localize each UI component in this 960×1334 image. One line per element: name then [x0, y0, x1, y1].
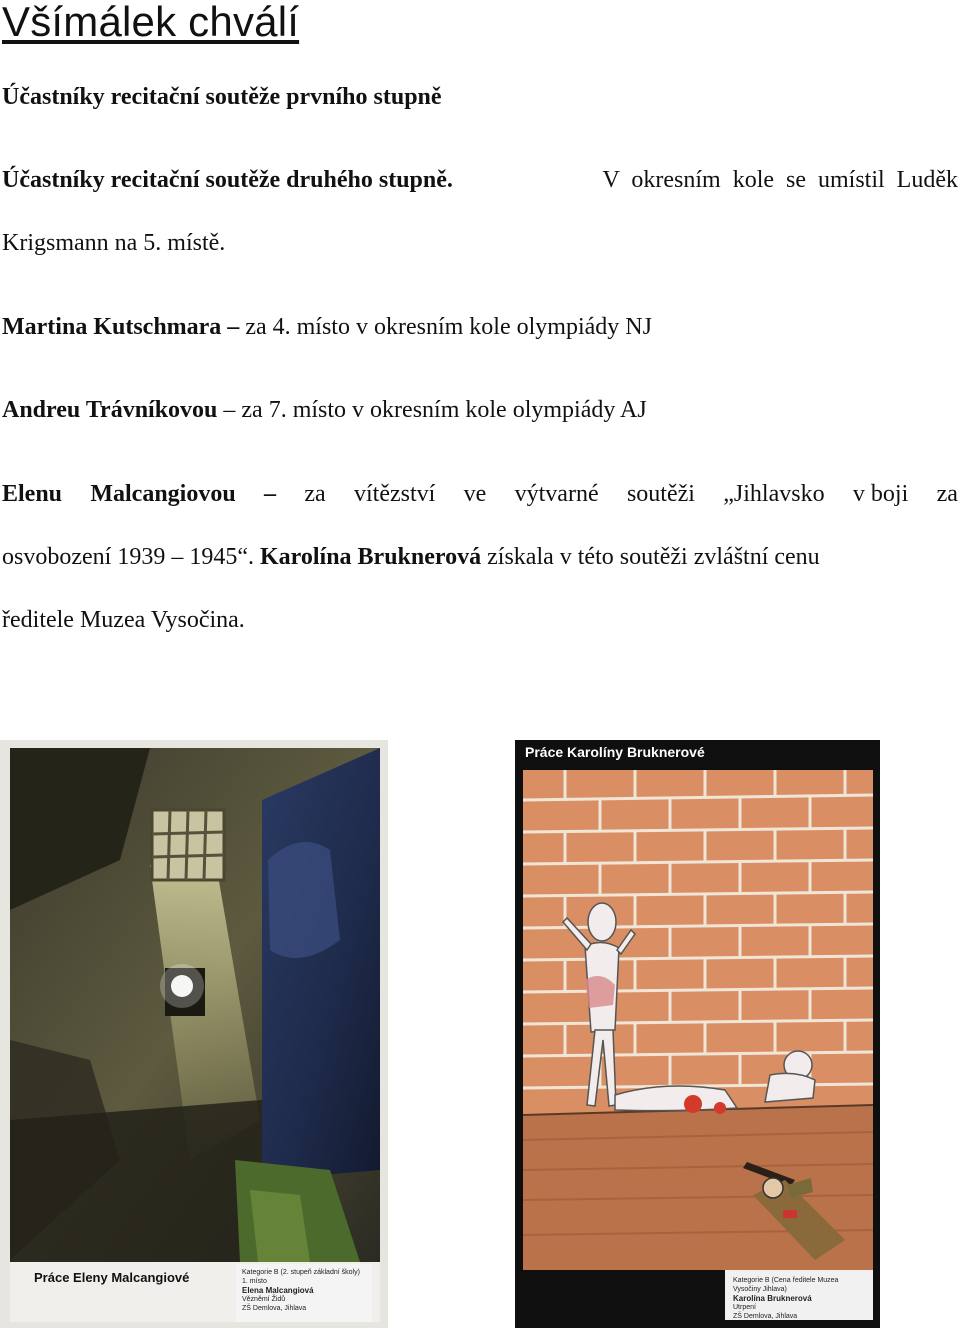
word: vítězství [354, 481, 436, 507]
paragraph-malcangiova-line3: ředitele Muzea Vysočina. [2, 607, 245, 633]
right-photo-caption: Práce Karolíny Bruknerové [525, 744, 705, 760]
right-card-school: ZŠ Demlova, Jihlava [733, 1313, 798, 1320]
word: „Jihlavsko [723, 481, 825, 507]
left-card-author: Elena Malcangiová [242, 1286, 314, 1295]
word: soutěži [626, 481, 695, 507]
travnikova-name: Andreu Trávníkovou [2, 397, 218, 423]
travnikova-text: – za 7. místo v okresním kole olympiády AJ [223, 397, 647, 423]
right-card-author: Karolína Bruknerová [733, 1294, 812, 1303]
left-card-title: Vězněmí Židů [242, 1296, 286, 1303]
paragraph-second-grade-line2: Krigsmann na 5. místě. [2, 230, 226, 256]
right-card-title: Utrpení [733, 1304, 756, 1311]
right-artwork-label-card [727, 1272, 871, 1318]
document-title: Všímálek chválí [2, 0, 300, 45]
artwork-photo-malcangiova [0, 740, 388, 1328]
word: výtvarné [514, 481, 599, 507]
word: za [304, 481, 326, 507]
paragraph-second-grade-line1 [2, 167, 958, 193]
brick-wall-drawing [515, 740, 880, 1328]
left-artwork-label-card [236, 1264, 372, 1322]
left-card-school: ZŠ Demlova, Jihlava [242, 1305, 307, 1312]
artwork-photo-bruknerova [515, 740, 880, 1328]
paragraph-first-grade [2, 84, 442, 110]
second-grade-bold: Účastníky recitační soutěže druhého stupně. [2, 167, 453, 193]
kutschmar-text: za 4. místo v okresním kole olympiády NJ [245, 314, 652, 340]
word: Elenu [2, 481, 63, 507]
word: – [264, 481, 277, 507]
word: ve [463, 481, 487, 507]
prison-cell-painting [0, 740, 388, 1328]
left-card-category: Kategorie B (2. stupeň základní školy) [242, 1269, 360, 1276]
right-card-category: Kategorie B (Cena ředitele Muzea Vysočiny Jihlava) [733, 1277, 839, 1293]
paragraph-malcangiova-line2 [2, 544, 820, 570]
left-card-place: 1. místo [242, 1278, 267, 1285]
bruknerova-name: Karolína Bruknerová [259, 544, 482, 570]
word: za [936, 481, 958, 507]
kutschmar-name: Martina Kutschmara – [2, 314, 240, 340]
first-grade-text: Účastníky recitační soutěže prvního stupně [2, 84, 442, 110]
word: Malcangiovou [90, 481, 236, 507]
contest-years: osvobození 1939 – 1945“. [2, 544, 254, 570]
paragraph-travnikova [2, 397, 647, 423]
special-prize-text: získala v této soutěži zvláštní cenu [487, 544, 820, 570]
paragraph-kutschmar [2, 314, 652, 340]
paragraph-malcangiova-line1 [2, 481, 958, 507]
left-photo-caption: Práce Eleny Malcangiové [34, 1270, 190, 1285]
second-grade-rest: V okresním kole se umístil Luděk [602, 167, 958, 193]
word: v boji [852, 481, 909, 507]
